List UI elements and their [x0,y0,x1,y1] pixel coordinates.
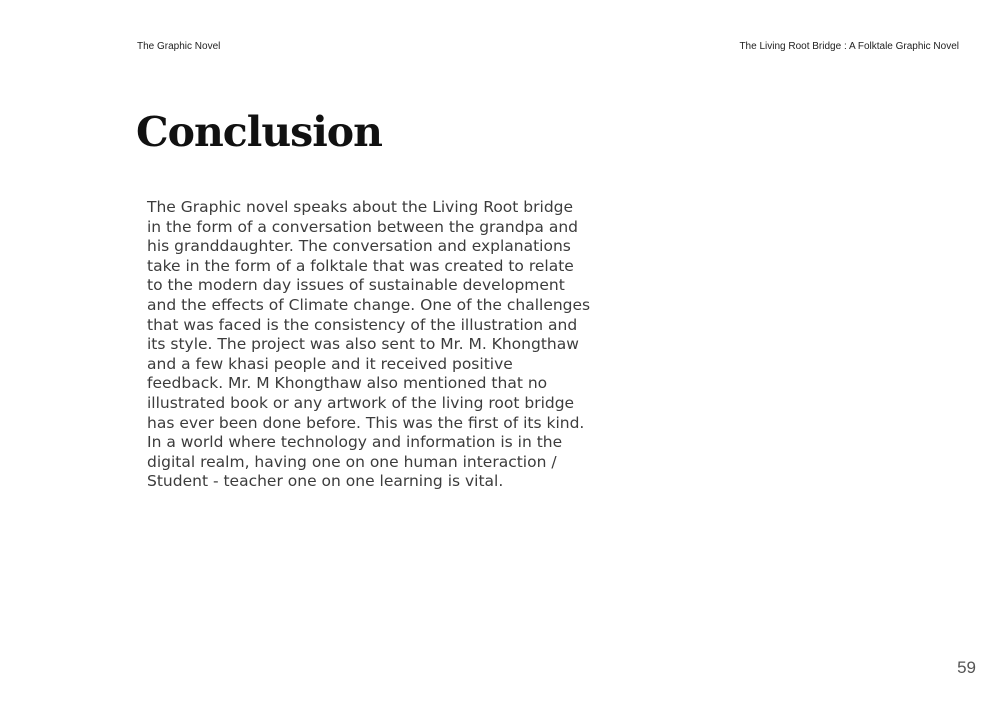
page-title: Conclusion [136,108,382,156]
body-line: illustrated book or any artwork of the living root bridge [147,393,575,412]
body-line: take in the form of a folktale that was created to relate [147,256,574,275]
body-line: and a few khasi people and it received positive [147,354,513,373]
body-line: digital realm, having one on one human interaction / [147,452,557,471]
page-number: 59 [957,658,976,677]
body-line: in the form of a conversation between the grandpa and [147,217,578,236]
body-line: to the modern day issues of sustainable development [147,276,565,295]
body-line: has ever been done before. This was the first of its kind. [147,413,585,432]
body-line: Student - teacher one on one learning is vital. [147,472,504,491]
body-line: his granddaughter. The conversation and explanations [147,237,571,256]
body-line: that was faced is the consistency of the illustration and [147,315,578,334]
running-header-right: The Living Root Bridge : A Folktale Graphic Novel [739,41,959,52]
running-header-left: The Graphic Novel [137,41,221,52]
body-line: its style. The project was also sent to Mr. M. Khongthaw [147,335,579,354]
body-line: The Graphic novel speaks about the Living Root bridge [147,198,574,216]
body-line: and the effects of Climate change. One of the challenges [147,295,591,314]
body-line: In a world where technology and information is in the [147,433,563,452]
body-line: feedback. Mr. M Khongthaw also mentioned that no [147,374,548,393]
body-paragraph [147,198,591,492]
